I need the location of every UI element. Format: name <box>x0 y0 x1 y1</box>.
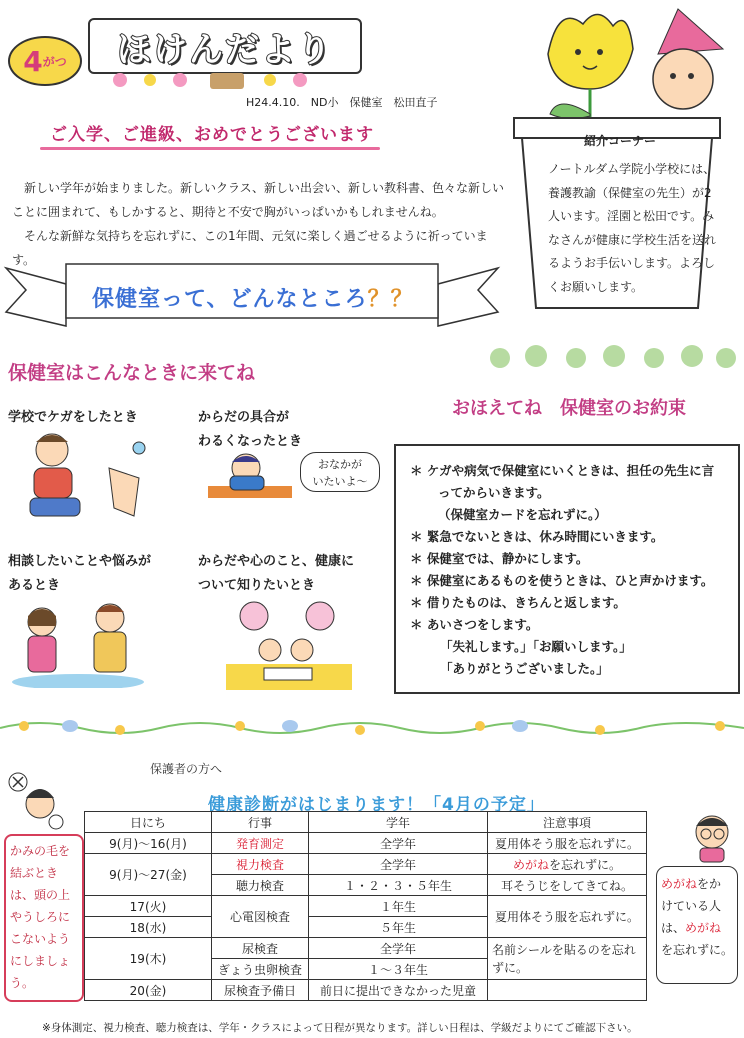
bubble-line1: おなかが <box>318 458 362 471</box>
table-row <box>85 833 647 854</box>
girl-hair-illustration <box>6 770 66 832</box>
rule-6b: 「ありがとうございました。」 <box>440 661 609 676</box>
cell-event: 尿検査予備日 <box>212 980 309 1001</box>
bird-flower-divider <box>0 712 744 742</box>
case-sick-line1: からだの具合が <box>198 410 290 425</box>
case-consult-line2: あるとき <box>8 578 61 593</box>
rule-6: ＊ あいさつをします。 <box>410 617 539 632</box>
glasses-kid-illustration <box>672 806 738 864</box>
cell-note <box>488 980 647 1001</box>
rule-2: ＊ 緊急でないときは、休み時間にいきます。 <box>410 529 664 544</box>
guardian-label: 保護者の方へ <box>150 762 223 776</box>
cell-note: 夏用体そう服を忘れずに。 <box>488 833 647 854</box>
speech-bubble <box>300 452 380 492</box>
newsletter-title-box <box>88 18 362 74</box>
cell-event: ぎょう虫卵検査 <box>212 959 309 980</box>
case-sick-line2: わるくなったとき <box>198 434 303 449</box>
rule-1a: ＊ ケガや病気で保健室にいくときは、担任の先生に言 <box>410 463 715 478</box>
cell-grade: 前日に提出できなかった児童 <box>309 980 488 1001</box>
consulting-illustration <box>8 596 148 688</box>
case-learn-line1: からだや心のこと、健康に <box>198 554 355 569</box>
section-rules: おほえてね 保健室のお約束 <box>452 398 686 419</box>
cell-date: 19(木) <box>85 938 212 980</box>
glasses-em-2: めがね <box>685 921 722 935</box>
injured-kid-illustration <box>14 428 164 523</box>
intro-paragraph-2: そんな新鮮な気持ちを忘れずに、この1年間、元気に楽しく過ごせるように祈っています。 <box>12 229 488 267</box>
cell-grade: １～３年生 <box>309 959 488 980</box>
cell-date: 9(月)～16(月) <box>85 833 212 854</box>
cell-note: 耳そうじをしてきてね。 <box>488 875 647 896</box>
cell-date: 9(月)～27(金) <box>85 854 212 896</box>
sick-kid-illustration <box>206 452 296 500</box>
banner-heading <box>92 282 414 313</box>
table-header-row <box>85 812 647 833</box>
rules-box <box>394 444 740 694</box>
glasses-text-2: を忘れずに。 <box>661 943 734 957</box>
rule-4: ＊ 保健室にあるものを使うときは、ひと声かけます。 <box>410 573 714 588</box>
cell-grade: 全学年 <box>309 833 488 854</box>
cell-grade: 全学年 <box>309 938 488 959</box>
glasses-note: を忘れずに。 <box>549 857 622 872</box>
health-checkup-title: 健康診断がはじまります！「4月の予定」 <box>208 795 545 815</box>
rule-6a: 「失礼します。」「お願いします。」 <box>440 639 632 654</box>
month-suffix: がつ <box>42 54 67 69</box>
cell-date: 17(火) <box>85 896 212 917</box>
table-row <box>85 980 647 1001</box>
glasses-text-1: をかけている人は、 <box>661 877 722 935</box>
rule-1c: （保健室カードを忘れずに。） <box>438 507 607 522</box>
flowers-decoration <box>110 70 330 92</box>
table-row <box>85 938 647 959</box>
cell-grade: ５年生 <box>309 917 488 938</box>
month-number: 4 <box>23 44 43 78</box>
cell-event: 尿検査 <box>212 938 309 959</box>
greeting-heading: ご入学、ご進級、おめでとうございます <box>50 125 374 145</box>
studying-kids-illustration <box>224 600 354 692</box>
rule-5: ＊ 借りたものは、きちんと返します。 <box>410 595 626 610</box>
footer-note: ※身体測定、視力検査、聴力検査は、学年・クラスによって日程が異なります。詳しい日程は、学級だよりにてご確認下さい。 <box>42 1022 638 1034</box>
case-learn <box>198 550 354 598</box>
table-row <box>85 854 647 875</box>
rule-3: ＊ 保健室では、静かにします。 <box>410 551 589 566</box>
cell-grade: 全学年 <box>309 854 488 875</box>
cell-date: 20(金) <box>85 980 212 1001</box>
month-badge <box>8 36 82 86</box>
header-event: 行事 <box>212 812 309 833</box>
cell-event: 聴力検査 <box>212 875 309 896</box>
cell-note: 夏用体そう服を忘れずに。 <box>488 896 647 938</box>
banner-question-marks: ？？ <box>367 287 414 312</box>
bushes-decoration <box>486 342 740 368</box>
glasses-tip-note <box>656 866 738 984</box>
cell-note: 名前シールを貼るのを忘れずに。 <box>488 938 647 980</box>
header-notes: 注意事項 <box>488 812 647 833</box>
glasses-em-1: めがね <box>661 877 698 891</box>
rule-1b: ってからいきます。 <box>438 485 550 500</box>
table-row <box>85 896 647 917</box>
tulip-kid-illustration <box>528 4 738 124</box>
hair-tip-note: かみの毛を結ぶときは、頭の上やうしろにこないようにしましょう。 <box>4 834 84 1002</box>
case-injury: 学校でケガをしたとき <box>8 410 138 425</box>
intro-corner-title: 紹介コーナー <box>583 134 656 148</box>
cell-grade: １年生 <box>309 896 488 917</box>
case-consult <box>8 550 151 598</box>
case-learn-line2: ついて知りたいとき <box>198 578 316 593</box>
intro-corner-body: ノートルダム学院小学校には、養護教諭（保健室の先生）が2人います。淫園と松田です。みなさんが健康に学校生活を送れるようお手伝いします。よろしくお願いします。 <box>548 162 717 294</box>
bubble-line2: いたいよ～ <box>312 475 368 488</box>
case-consult-line1: 相談したいことや悩みが <box>8 554 152 569</box>
intro-paragraph-1: 新しい学年が始まりました。新しいクラス、新しい出会い、新しい教科書、色々な新しいことに囲まれて、もしかすると、期待と不安で胸がいっぱいかもしれませんね。 <box>12 181 505 219</box>
case-sick <box>198 406 302 454</box>
schedule-table <box>84 811 647 1001</box>
cell-event: 心電図検査 <box>212 896 309 938</box>
header-grade: 学年 <box>309 812 488 833</box>
greeting-underline <box>40 147 380 150</box>
cell-date: 18(水) <box>85 917 212 938</box>
header-date: 日にち <box>85 812 212 833</box>
cell-grade: １・２・３・５年生 <box>309 875 488 896</box>
newsletter-title: ほけんだより <box>117 29 333 70</box>
cell-event: 視力検査 <box>212 854 309 875</box>
cell-event: 発育測定 <box>212 833 309 854</box>
cell-note <box>488 854 647 875</box>
section-when-to-visit: 保健室はこんなときに来てね <box>8 362 256 384</box>
issue-line: H24.4.10. ND小 保健室 松田直子 <box>246 96 438 109</box>
banner-main: 保健室って、どんなところ <box>92 287 368 312</box>
glasses-emphasis: めがね <box>512 857 549 872</box>
